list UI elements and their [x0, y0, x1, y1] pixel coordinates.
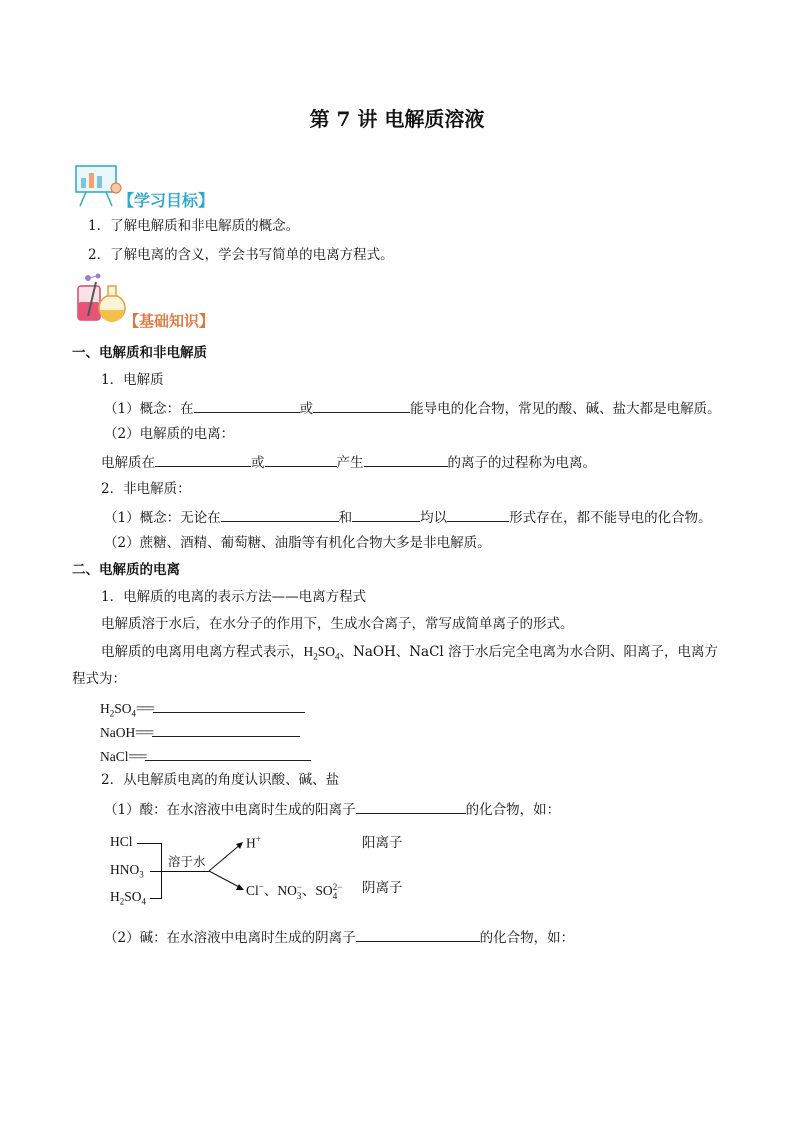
s1-p1-c-post: 的离子的过程称为电离。 [447, 455, 596, 471]
anion-label: 阴离子 [362, 880, 403, 896]
h2so4-formula: $H_2SO_4$ [303, 644, 340, 662]
eq-h2so4: $H_2SO_4===$ [100, 698, 305, 719]
s1-p1-a-pre: （1）概念：在 [104, 401, 194, 417]
cation-h: H+ [246, 834, 261, 851]
blank-7[interactable] [352, 507, 420, 522]
goal-item-2: 2．了解电离的含义，学会书写简单的电离方程式。 [88, 247, 394, 263]
blank-11[interactable] [145, 746, 311, 761]
acid-post: 的化合物，如： [465, 802, 561, 818]
s1-p1-b: （2）电解质的电离： [104, 426, 235, 442]
eq-sign: === [136, 701, 153, 716]
s1-p2-a-post: 形式存在，都不能导电的化合物。 [509, 510, 712, 526]
blank-6[interactable] [221, 507, 339, 522]
s1-p2-b: （2）蔗糖、酒精、葡萄糖、油脂等有机化合物大多是非电解质。 [104, 535, 491, 551]
eq-naoh: NaOH=== [100, 722, 300, 741]
s2-p2-title: 2．从电解质电离的角度认识酸、碱、盐 [101, 772, 340, 788]
s1-p2-a-mid: 均以 [420, 510, 448, 526]
page-title: 第 7 讲 电解质溶液 [309, 107, 485, 131]
s2-p1-b-pre: 电解质的电离用电离方程式表示， [101, 644, 304, 660]
bracket-bot [150, 898, 161, 899]
base-pre: （2）碱：在水溶液中电离时生成的阴离子 [104, 930, 356, 946]
section-1-title: 一、电解质和非电解质 [72, 345, 207, 361]
diagram-hcl: HCl [110, 834, 133, 849]
blank-4[interactable] [265, 452, 337, 467]
eq-sign: === [135, 725, 153, 740]
cation-label: 阳离子 [362, 835, 403, 851]
blank-12[interactable] [356, 799, 466, 814]
trunk-line [161, 871, 209, 872]
blank-9[interactable] [153, 698, 305, 713]
acid-line [104, 799, 560, 819]
blank-8[interactable] [447, 507, 509, 522]
bracket-mid [150, 871, 161, 872]
section-2-title: 二、电解质的电离 [72, 562, 180, 578]
blank-1[interactable] [194, 398, 300, 413]
blank-2[interactable] [313, 398, 410, 413]
s1-p2-a-line [104, 507, 712, 527]
base-line [104, 927, 574, 947]
s2-p1-a: 电解质溶于水后，在水分子的作用下，生成水合离子，常写成简单离子的形式。 [101, 616, 574, 632]
easel-icon [72, 164, 124, 208]
s1-p1-c-pre: 电解质在 [101, 455, 155, 471]
base-post: 的化合物，如： [479, 930, 575, 946]
blank-13[interactable] [356, 927, 480, 942]
s1-p2-a-and: 和 [338, 510, 353, 526]
blank-5[interactable] [364, 452, 448, 467]
s1-p1-title: 1．电解质 [101, 372, 164, 388]
s1-p1-c-mid: 产生 [336, 455, 364, 471]
goals-heading: 【学习目标】 [118, 191, 215, 210]
diagram-h2so4: $H_2SO_4$ [110, 889, 147, 907]
anion-list: Cl−、NO − 3 、SO 2− 4 [246, 881, 343, 901]
blank-3[interactable] [155, 452, 251, 467]
s2-p1-b-end: 程式为： [72, 671, 126, 687]
s1-p1-a-line [104, 398, 721, 418]
basics-heading: 【基础知识】 [124, 312, 215, 330]
s1-p2-a-pre: （1）概念：无论在 [104, 510, 221, 526]
diagram-hno3: $HNO_3$ [110, 862, 144, 880]
eq-nacl: NaCl=== [100, 746, 311, 765]
dissolve-label: 溶于水 [168, 854, 206, 869]
s1-p2-title: 2．非电解质： [101, 481, 191, 497]
branch-arrows [205, 838, 250, 898]
eq-sign: === [128, 749, 146, 764]
goal-item-1: 1．了解电解质和非电解质的概念。 [88, 218, 300, 234]
s1-p1-a-post: 能导电的化合物，常见的酸、碱、盐大都是电解质。 [410, 401, 721, 417]
s2-p1-b-mid: 、NaOH、NaCl 溶于水后完全电离为水合阴、阳离子，电离方 [339, 644, 719, 660]
acid-pre: （1）酸：在水溶液中电离时生成的阳离子 [104, 802, 356, 818]
blank-10[interactable] [152, 722, 300, 737]
s2-p1-b-line [101, 643, 718, 666]
s2-p1-title: 1．电解质的电离的表示方法——电离方程式 [101, 589, 367, 605]
s1-p1-c-line [101, 452, 596, 472]
s1-p1-a-or: 或 [299, 401, 314, 417]
flask-icon [74, 272, 128, 324]
s1-p1-c-or: 或 [251, 455, 265, 471]
bracket-top [137, 843, 161, 844]
